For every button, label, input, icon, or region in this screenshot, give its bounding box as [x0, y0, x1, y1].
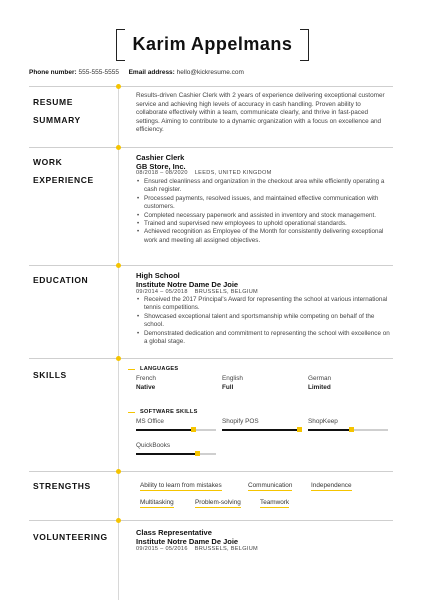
volunteer-role: Class Representative — [136, 528, 212, 537]
list-item: • Achieved recognition as Employee of the Month for consistently delivering exceptional work and meeting all assigned objectives. — [136, 228, 394, 245]
section-divider — [29, 147, 393, 148]
degree-title: High School — [136, 271, 180, 280]
section-divider — [29, 520, 393, 521]
education-dates: 09/2014 – 05/2018 — [136, 289, 188, 295]
strengths-title: STRENGTHS — [33, 481, 91, 491]
job-meta — [136, 170, 272, 176]
email-value: hello@kickresume.com — [176, 69, 244, 76]
timeline-dot — [116, 263, 121, 268]
list-item: • Completed necessary paperwork and assisted in inventory and stock management. — [136, 212, 394, 220]
education-title: EDUCATION — [33, 275, 89, 285]
timeline-dot — [116, 518, 121, 523]
timeline-dot — [116, 469, 121, 474]
skill-bar-ms-office — [136, 429, 216, 431]
strength-tag: Problem-solving — [195, 499, 241, 506]
strength-tag: Independence — [311, 482, 352, 489]
job-dates: 08/2018 – 08/2020 — [136, 170, 188, 176]
phone-label: Phone number: — [29, 69, 77, 76]
section-divider — [29, 471, 393, 472]
strength-tag: Communication — [248, 482, 293, 489]
skill-bar-quickbooks — [136, 453, 216, 455]
software-shopkeep: ShopKeep — [308, 418, 338, 425]
accent-dash — [128, 369, 135, 370]
volunteering-title: VOLUNTEERING — [33, 532, 108, 542]
software-heading: SOFTWARE SKILLS — [140, 409, 198, 415]
timeline-dot — [116, 145, 121, 150]
list-item: • Demonstrated dedication and commitment to representing the school with excellence on a global stage. — [136, 330, 394, 347]
candidate-name: Karim Appelmans — [132, 34, 293, 54]
strength-tag: Ability to learn from mistakes — [140, 482, 222, 489]
language-english: English Full — [222, 375, 243, 391]
languages-heading: LANGUAGES — [140, 366, 179, 372]
list-item: • Received the 2017 Principal's Award for representing the school at various international tennis competitions. — [136, 296, 394, 313]
volunteer-dates: 09/2015 – 05/2016 — [136, 546, 188, 552]
section-divider — [29, 265, 393, 266]
language-german: German Limited — [308, 375, 332, 391]
volunteer-location: BRUSSELS, BELGIUM — [194, 546, 258, 552]
email-label: Email address: — [128, 69, 175, 76]
summary-title: RESUME SUMMARY — [33, 97, 81, 125]
phone-value: 555-555-5555 — [78, 69, 119, 76]
skill-bar-shopify-pos — [222, 429, 302, 431]
header-divider — [29, 86, 393, 87]
contact-line — [29, 69, 244, 76]
strength-tag: Teamwork — [260, 499, 290, 506]
timeline-dot — [116, 356, 121, 361]
language-french: French Native — [136, 375, 156, 391]
job-title: Cashier Clerk — [136, 153, 185, 162]
school-name: Institute Notre Dame De Joie — [136, 280, 239, 289]
section-divider — [29, 358, 393, 359]
timeline-dot — [116, 84, 121, 89]
software-shopify-pos: Shopify POS — [222, 418, 259, 425]
strength-tag: Multitasking — [140, 499, 174, 506]
job-location: LEEDS, UNITED KINGDOM — [194, 170, 272, 176]
list-item: • Ensured cleanliness and organization in the checkout area while efficiently operating a cash register. — [136, 178, 394, 195]
list-item: • Processed payments, resolved issues, and maintained effective communication with customers. — [136, 195, 394, 212]
software-ms-office: MS Office — [136, 418, 164, 425]
volunteer-meta — [136, 546, 258, 552]
work-title: WORK EXPERIENCE — [33, 157, 94, 185]
list-item: • Showcased exceptional talent and sportsmanship while competing on behalf of the school. — [136, 313, 394, 330]
skills-title: SKILLS — [33, 370, 67, 380]
list-item: • Trained and supervised new employees to uphold operational standards. — [136, 220, 394, 228]
education-location: BRUSSELS, BELGIUM — [194, 289, 258, 295]
software-quickbooks: QuickBooks — [136, 442, 171, 449]
volunteer-org: Institute Notre Dame De Joie — [136, 537, 239, 546]
skill-bar-shopkeep — [308, 429, 388, 431]
education-meta — [136, 289, 258, 295]
company-name: GB Store, Inc. — [136, 162, 186, 171]
education-bullets — [136, 296, 394, 346]
summary-text: Results-driven Cashier Clerk with 2 years of experience delivering exceptional customer service and achieving high levels of accuracy in cash handling. Proven ability to collaborate effectively within a team, communicate clearly, and thrive in fast-paced settings. Aiming to contribute to a dynamic organization with a focus on excellence and efficiency. — [136, 92, 385, 133]
name-frame — [116, 29, 309, 61]
work-bullets — [136, 178, 394, 245]
accent-dash — [128, 412, 135, 413]
